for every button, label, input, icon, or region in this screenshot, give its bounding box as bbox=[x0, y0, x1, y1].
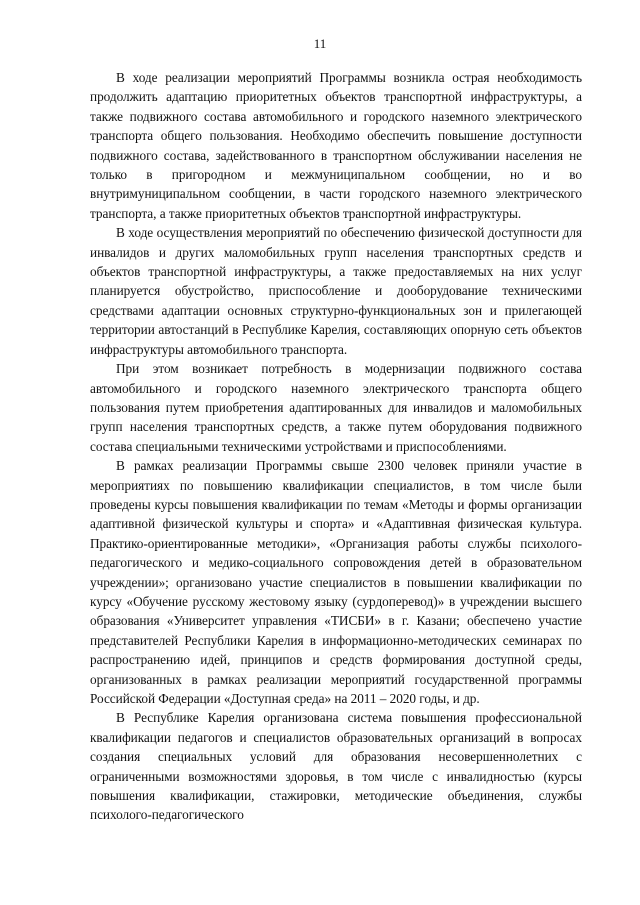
paragraph-teacher-training-system: В Республике Карелия организована система повышения профессиональной квалификации педагогов и специалистов образовательных организаций в вопросах создания специальных условий для образования несовершеннолетних с ограниченными возможностями здоровья, в том числе с инвалидностью (курсы повышения квалификации, стажировки, методические объединения, службы психолого-педагогического bbox=[90, 710, 582, 823]
paragraph-rolling-stock-modernization: При этом возникает потребность в модернизации подвижного состава автомобильного и городского наземного электрического транспорта общего пользования путем приобретения адаптированных для инвалидов и маломобильных групп населения транспортных средств, а также путем оборудования подвижного состава специальными техническими устройствами и приспособлениями. bbox=[90, 361, 582, 454]
page-number: 11 bbox=[313, 36, 327, 51]
paragraph-transport-adaptation: В ходе реализации мероприятий Программы возникла острая необходимость продолжить адаптацию приоритетных объектов транспортной инфраструктуры, а также подвижного состава автомобильного и городского наземного электрического транспорта общего пользования. Необходимо обеспечить повышение доступности подвижного состава, задействованного в транспортном обслуживании населения не только в пригородном и межмуниципальном сообщении, но и во внутримуниципальном сообщении, в части городского наземного электрического транспорта, а также приоритетных объектов транспортной инфраструктуры. bbox=[90, 70, 582, 221]
paragraph-physical-accessibility: В ходе осуществления мероприятий по обеспечению физической доступности для инвалидов и других маломобильных групп населения транспортных средств и объектов транспортной инфраструктуры, а также предоставляемых на них услуг планируется обустройство, приспособление и дооборудование техническими средствами адаптации основных структурно-функциональных зон и прилегающей территории автостанций в Республике Карелия, составляющих опорную сеть объектов инфраструктуры автомобильного транспорта. bbox=[90, 225, 582, 357]
body-text bbox=[90, 68, 582, 825]
paragraph-qualification-courses: В рамках реализации Программы свыше 2300 человек приняли участие в мероприятиях по повышению квалификации специалистов, в том числе были проведены курсы повышения квалификации по темам «Методы и формы организации адаптивной физической культуры и спорта» и «Адаптивная физическая культура. Практико-ориентированные методики», «Организация работы службы психолого-педагогического и медико-социального сопровождения детей в образовательном учреждении»; организовано участие специалистов в повышении квалификации по курсу «Обучение русскому жестовому языку (сурдоперевод)» в учреждении высшего образования «Университет управления «ТИСБИ» в г. Казани; обеспечено участие представителей Республики Карелия в информационно-методических семинарах по распространению идей, принципов и средств формирования доступной среды, организованных в рамках реализации мероприятий государственной программы Российской Федерации «Доступная среда» на 2011 – 2020 годы, и др. bbox=[90, 458, 582, 706]
